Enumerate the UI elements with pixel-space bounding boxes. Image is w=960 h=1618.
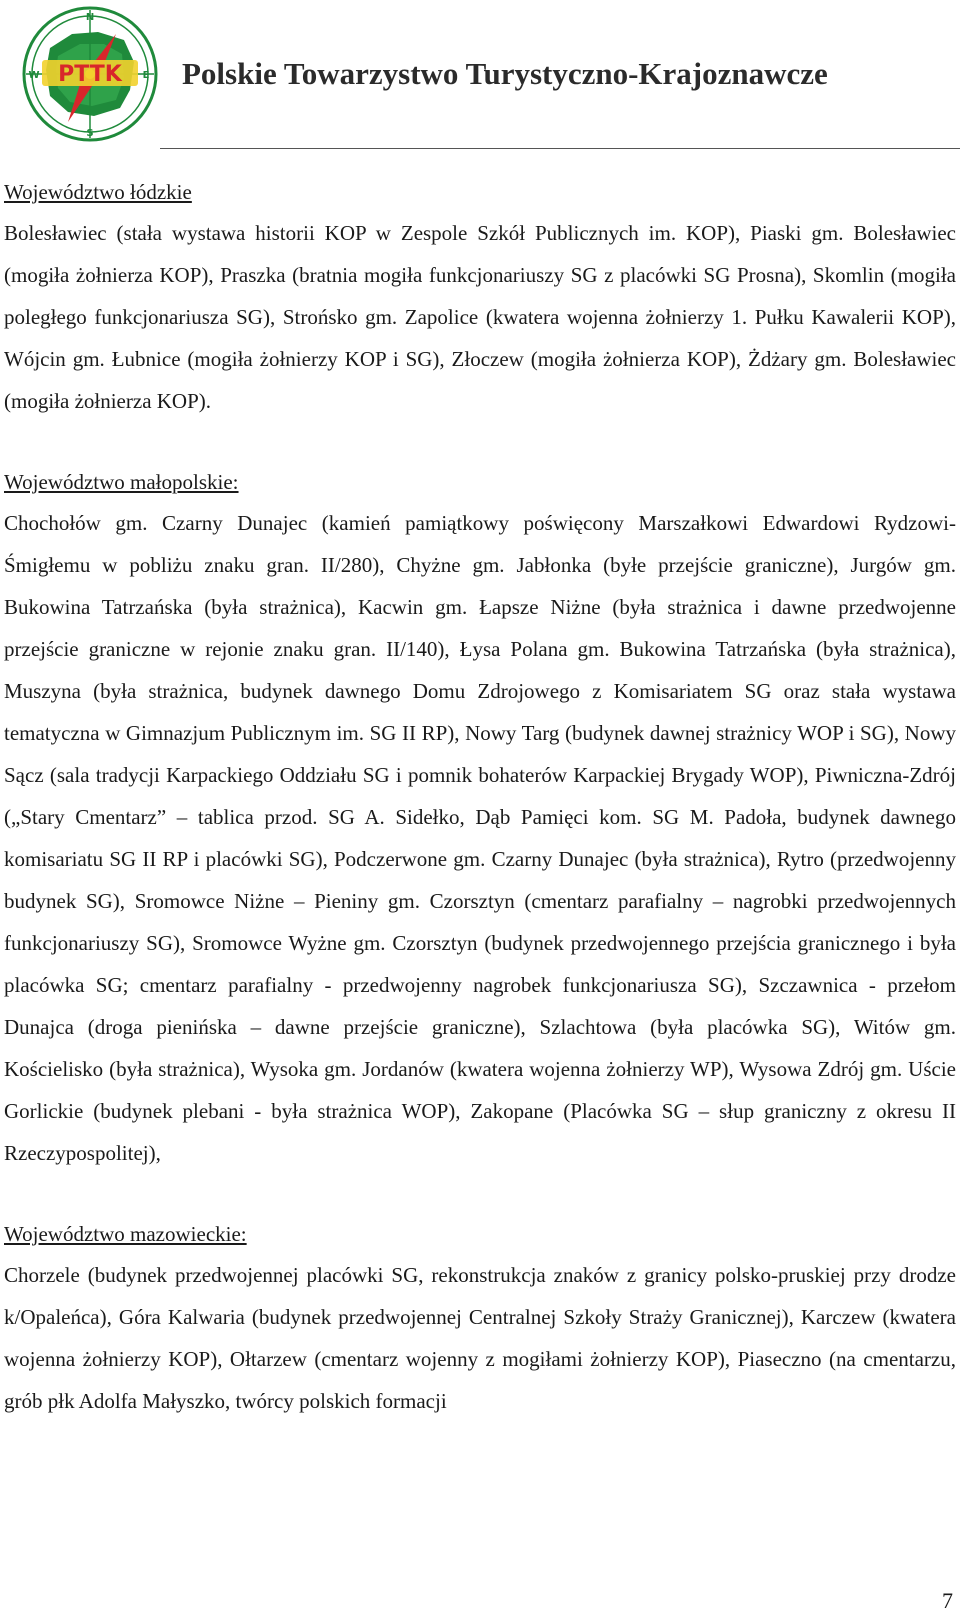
section-title: Województwo łódzkie [4, 180, 192, 204]
page-number: 7 [942, 1588, 953, 1613]
section-title: Województwo mazowieckie: [4, 1222, 247, 1246]
header-divider [160, 148, 960, 149]
section-mazowieckie [4, 1214, 956, 1422]
section-text: Bolesławiec (stała wystawa historii KOP w Zespole Szkół Publicznych im. KOP), Piaski gm. Bolesławiec (mogiła żołnierza KOP), Praszka (bratnia mogiła funkcjonariuszy SG z placówki SG Prosna), Skomlin (mogiła poległego funkcjonariusza SG), Strońsko gm. Zapolice (kwatera wojenna żołnierzy 1. Pułku Kawalerii KOP), Wójcin gm. Łubnice (mogiła żołnierzy KOP i SG), Złoczew (mogiła żołnierza KOP), Żdżary gm. Bolesławiec (mogiła żołnierza KOP). [4, 221, 956, 413]
page-header [0, 0, 960, 150]
section-text: Chorzele (budynek przedwojennej placówki SG, rekonstrukcja znaków z granicy polsko-pruskiej przy drodze k/Opaleńca), Góra Kalwaria (budynek przedwojennej Centralnej Szkoły Straży Granicznej), Karczew (kwatera wojenna żołnierzy KOP), Ołtarzew (cmentarz wojenny z mogiłami żołnierzy KOP), Piaseczno (na cmentarzu, grób płk Adolfa Małyszko, twórcy polskich formacji [4, 1263, 956, 1413]
compass-n: N [85, 12, 95, 23]
pttk-logo [20, 4, 160, 144]
compass-s: S [86, 128, 94, 139]
section-title: Województwo małopolskie: [4, 470, 239, 494]
compass-w: W [28, 70, 40, 81]
organization-name: Polskie Towarzystwo Turystyczno-Krajoznawcze [182, 56, 828, 91]
logo-text: PTTK [58, 62, 122, 87]
section-text: Chochołów gm. Czarny Dunajec (kamień pamiątkowy poświęcony Marszałkowi Edwardowi Rydzowi-Śmigłemu w pobliżu znaku gran. II/280), Chyżne gm. Jabłonka (byłe przejście graniczne), Jurgów gm. Bukowina Tatrzańska (była strażnica), Kacwin gm. Łapsze Niżne (była strażnica i dawne przedwojenne przejście graniczne w rejonie znaku gran. II/140), Łysa Polana gm. Bukowina Tatrzańska (była strażnica), Muszyna (była strażnica, budynek dawnego Domu Zdrojowego z Komisariatem SG oraz stała wystawa tematyczna w Gimnazjum Publicznym im. SG II RP), Nowy Targ (budynek dawnej strażnicy WOP i SG), Nowy Sącz (sala tradycji Karpackiego Oddziału SG i pomnik bohaterów Karpackiej Brygady WOP), Piwniczna-Zdrój („Stary Cmentarz” – tablica przod. SG A. Sidełko, Dąb Pamięci kom. SG M. Padoła, budynek dawnego komisariatu SG II RP i placówki SG), Podczerwone gm. Czarny Dunajec (była strażnica), Rytro (przedwojenny budynek SG), Sromowce Niżne – Pieniny gm. Czorsztyn (cmentarz parafialny – nagrobki przedwojennych funkcjonariuszy SG), Sromowce Wyżne gm. Czorsztyn (budynek przedwojennego przejścia granicznego i była placówka SG; cmentarz parafialny - przedwojenny nagrobek funkcjonariusza SG), Szczawnica - przełom Dunajca (droga pienińska – dawne przejście graniczne), Szlachtowa (była placówka SG), Witów gm. Kościelisko (była strażnica), Wysoka gm. Jordanów (kwatera wojenna żołnierzy WP), Wysowa Zdrój gm. Uście Gorlickie (budynek plebani - była strażnica WOP), Zakopane (Placówka SG – słup graniczny z okresu II Rzeczypospolitej), [4, 511, 956, 1165]
document-body [4, 172, 956, 1462]
section-malopolskie [4, 462, 956, 1174]
compass-e: E [142, 70, 150, 81]
section-lodzkie [4, 172, 956, 422]
